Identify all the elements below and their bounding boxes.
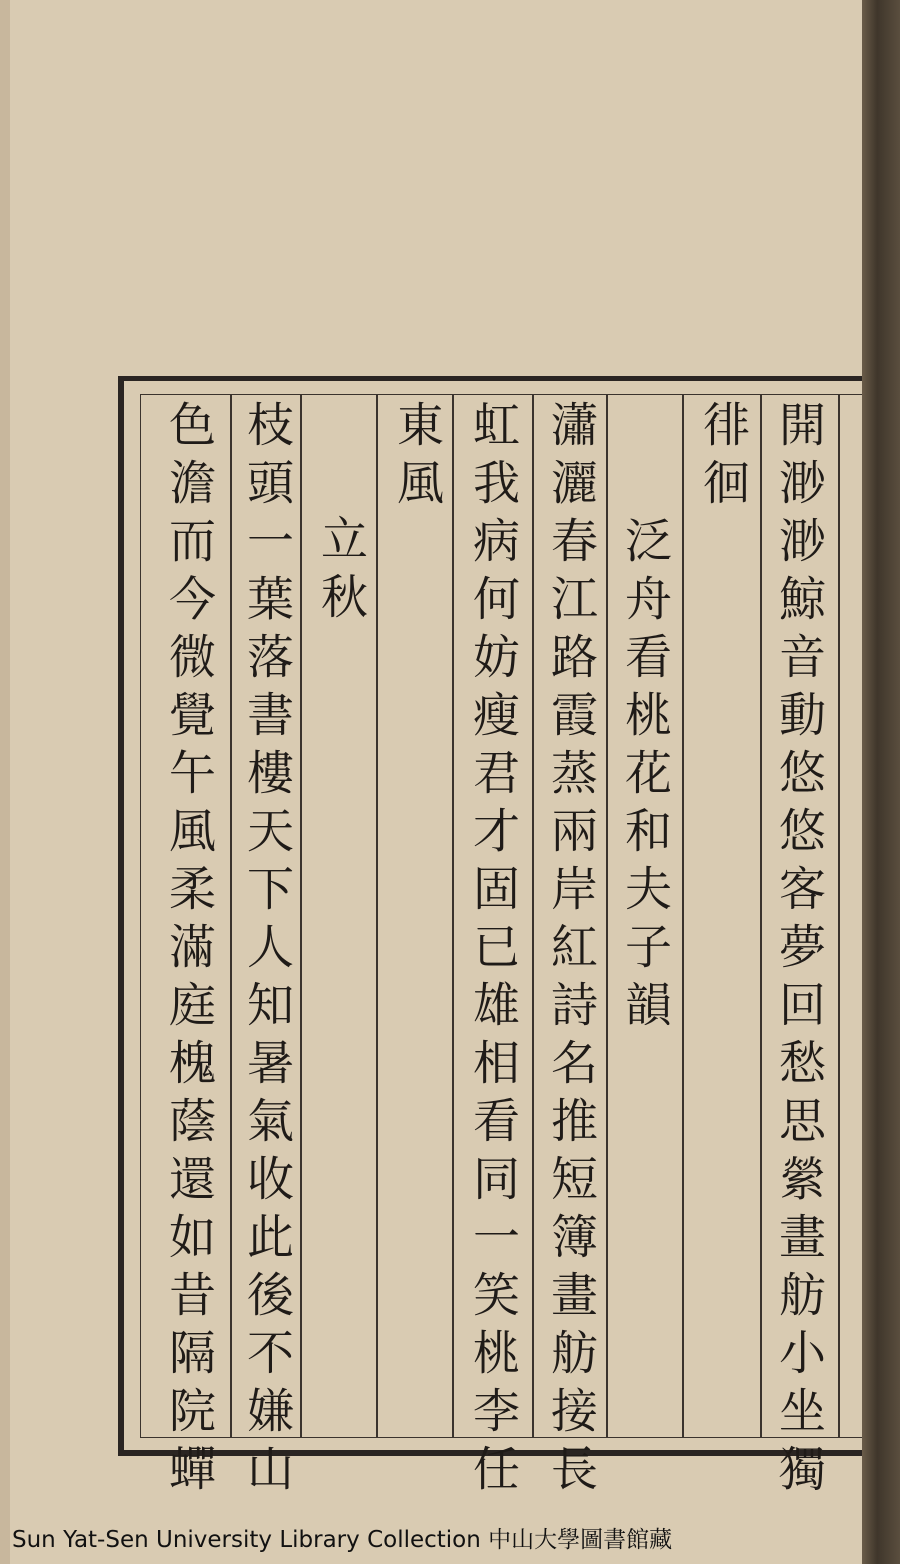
text-column-6: 東風 bbox=[389, 400, 444, 516]
text-column-4: 瀟灑春江路霞蒸兩岸紅詩名推短簿畫舫接長 bbox=[543, 400, 598, 1502]
column-rule bbox=[452, 394, 454, 1438]
column-rule bbox=[532, 394, 534, 1438]
column-rule bbox=[300, 394, 302, 1438]
column-rule bbox=[376, 394, 378, 1438]
column-rule bbox=[682, 394, 684, 1438]
text-column-5: 虹我病何妨瘦君才固已雄相看同一笑桃李任 bbox=[465, 400, 520, 1502]
text-column-8: 枝頭一葉落書樓天下人知暑氣收此後不嫌山 bbox=[239, 400, 294, 1502]
column-rule bbox=[606, 394, 608, 1438]
library-credit: Sun Yat-Sen University Library Collection 中山大學圖書館藏 bbox=[12, 1527, 673, 1553]
book-spine bbox=[862, 0, 900, 1564]
column-rule bbox=[760, 394, 762, 1438]
text-column-9: 色澹而今微覺午風柔滿庭槐蔭還如昔隔院蟬 bbox=[161, 400, 216, 1502]
text-column-2: 徘徊 bbox=[695, 400, 750, 516]
poem-title: 立秋 bbox=[313, 514, 368, 630]
column-rule bbox=[230, 394, 232, 1438]
text-column-1: 開渺渺鯨音動悠悠客夢回愁思縈畫舫小坐獨 bbox=[771, 400, 826, 1502]
column-rule bbox=[838, 394, 840, 1438]
poem-title: 泛舟看桃花和夫子韻 bbox=[617, 516, 672, 1038]
